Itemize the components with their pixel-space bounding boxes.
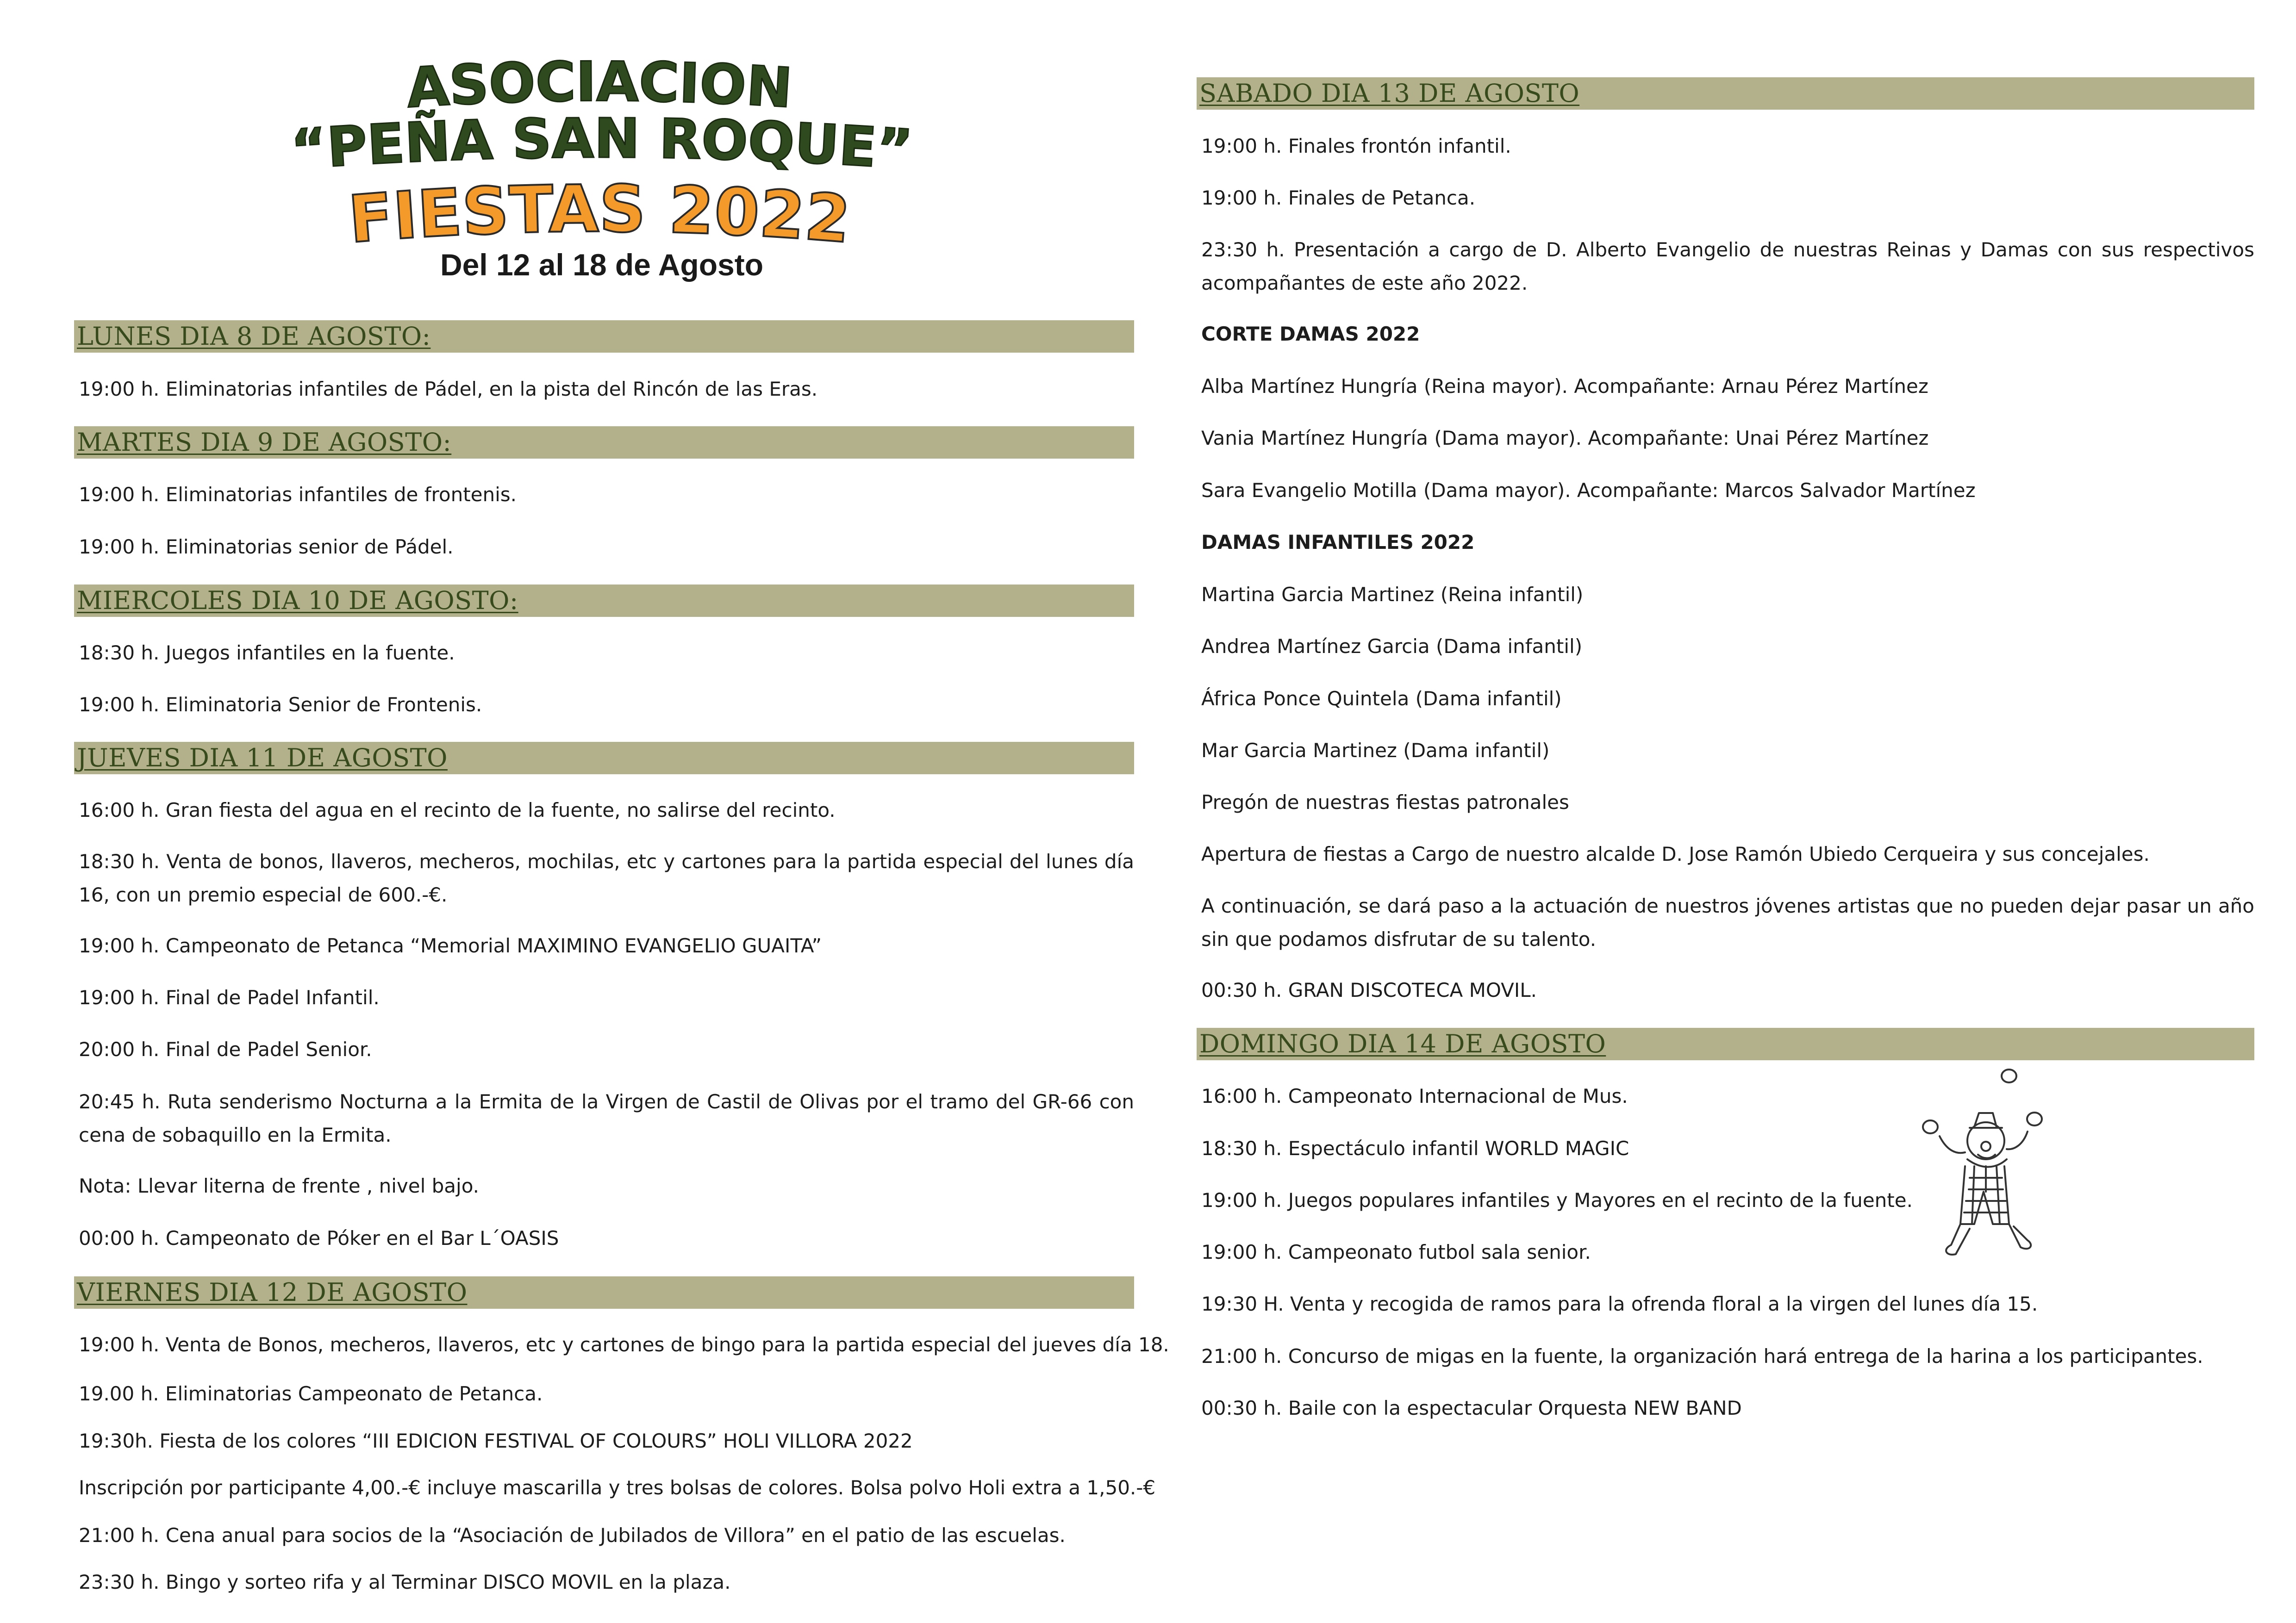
- event-line: 00:30 h. Baile con la espectacular Orquesta NEW BAND: [1201, 1397, 1742, 1419]
- event-line: 19:30 H. Venta y recogida de ramos para la ofrenda floral a la virgen del lunes día 15.: [1201, 1293, 2038, 1315]
- date-range: Del 12 al 18 de Agosto: [440, 248, 764, 282]
- event-line: 19:00 h. Campeonato de Petanca “Memorial MAXIMINO EVANGELIO GUAITA”: [79, 934, 822, 957]
- corte-member: Alba Martínez Hungría (Reina mayor). Acompañante: Arnau Pérez Martínez: [1201, 375, 1928, 398]
- corte-damas-title: CORTE DAMAS 2022: [1201, 323, 1420, 345]
- event-line: 16:00 h. Campeonato Internacional de Mus.: [1201, 1085, 1628, 1107]
- event-line: 19:00 h. Eliminatorias infantiles de Pádel, en la pista del Rincón de las Eras.: [79, 378, 818, 400]
- event-line: Pregón de nuestras fiestas patronales: [1201, 791, 1569, 814]
- event-line: 18:30 h. Juegos infantiles en la fuente.: [79, 641, 455, 664]
- event-line: 18:30 h. Venta de bonos, llaveros, mecheros, mochilas, etc y cartones para la partida especial del lunes día 16, con un premio especial de 600.-€.: [79, 850, 1134, 906]
- fiestas-title: FIESTAS 2022: [346, 171, 853, 258]
- day-header-martes: MARTES DIA 9 DE AGOSTO:: [74, 426, 1134, 459]
- event-line: 16:00 h. Gran fiesta del agua en el recinto de la fuente, no salirse del recinto.: [79, 799, 836, 821]
- day-header-sabado: SABADO DIA 13 DE AGOSTO: [1197, 77, 2254, 110]
- event-line: Nota: Llevar literna de frente , nivel bajo.: [79, 1175, 479, 1197]
- event-line: 19:00 h. Eliminatoria Senior de Frontenis.: [79, 693, 482, 716]
- event-line: 19:00 h. Finales frontón infantil.: [1201, 135, 1511, 157]
- damas-infantiles-title: DAMAS INFANTILES 2022: [1201, 531, 1475, 553]
- association-title: ASOCIACION: [405, 50, 794, 120]
- event-line: 19:00 h. Finales de Petanca.: [1201, 187, 1476, 209]
- event-line: 21:00 h. Cena anual para socios de la “Asociación de Jubilados de Villora” en el patio de las escuelas.: [79, 1524, 1066, 1547]
- event-line: Inscripción por participante 4,00.-€ incluye mascarilla y tres bolsas de colores. Bolsa polvo Holi extra a 1,50.-€: [79, 1476, 1156, 1499]
- event-line: 20:45 h. Ruta senderismo Nocturna a la Ermita de la Virgen de Castil de Olivas por el tramo del GR-66 con cena de sobaquillo en la Ermita.: [79, 1090, 1134, 1146]
- event-line: 23:30 h. Bingo y sorteo rifa y al Terminar DISCO MOVIL en la plaza.: [79, 1571, 731, 1593]
- association-name: “PEÑA SAN ROQUE”: [289, 106, 915, 182]
- day-header-domingo: DOMINGO DIA 14 DE AGOSTO: [1197, 1028, 2254, 1060]
- juggling-clown-icon: [1914, 1067, 2062, 1266]
- infantil-member: Martina Garcia Martinez (Reina infantil): [1201, 583, 1584, 606]
- event-line: Apertura de fiestas a Cargo de nuestro alcalde D. Jose Ramón Ubiedo Cerqueira y sus concejales.: [1201, 843, 2150, 865]
- event-line: 19:00 h. Eliminatorias infantiles de frontenis.: [79, 483, 517, 506]
- event-line: 19:00 h. Venta de Bonos, mecheros, llaveros, etc y cartones de bingo para la partida especial del jueves día 18.: [79, 1333, 1169, 1356]
- event-line: 18:30 h. Espectáculo infantil WORLD MAGIC: [1201, 1137, 1629, 1160]
- event-line: 19.00 h. Eliminatorias Campeonato de Petanca.: [79, 1382, 543, 1405]
- infantil-member: Andrea Martínez Garcia (Dama infantil): [1201, 635, 1583, 658]
- event-line: 19:00 h. Campeonato futbol sala senior.: [1201, 1241, 1591, 1263]
- event-line: 19:00 h. Juegos populares infantiles y Mayores en el recinto de la fuente.: [1201, 1189, 1913, 1212]
- event-line: 23:30 h. Presentación a cargo de D. Alberto Evangelio de nuestras Reinas y Damas con sus respectivos acompañantes de este año 2022.: [1201, 238, 2254, 294]
- masthead: [74, 44, 1125, 303]
- event-line: 19:30h. Fiesta de los colores “III EDICION FESTIVAL OF COLOURS” HOLI VILLORA 2022: [79, 1430, 913, 1452]
- infantil-member: África Ponce Quintela (Dama infantil): [1201, 687, 1562, 710]
- event-line: 19:00 h. Eliminatorias senior de Pádel.: [79, 535, 454, 558]
- event-line: 19:00 h. Final de Padel Infantil.: [79, 986, 380, 1009]
- day-header-miercoles: MIERCOLES DIA 10 DE AGOSTO:: [74, 585, 1134, 617]
- event-line: 00:00 h. Campeonato de Póker en el Bar L´OASIS: [79, 1227, 559, 1250]
- event-line: 21:00 h. Concurso de migas en la fuente, la organización hará entrega de la harina a los participantes.: [1201, 1345, 2203, 1368]
- day-header-jueves: JUEVES DIA 11 DE AGOSTO: [74, 742, 1134, 774]
- corte-member: Sara Evangelio Motilla (Dama mayor). Acompañante: Marcos Salvador Martínez: [1201, 479, 1976, 502]
- event-line: A continuación, se dará paso a la actuación de nuestros jóvenes artistas que no pueden dejar pasar un año sin que podamos disfrutar de su talento.: [1201, 895, 2254, 951]
- day-header-viernes: VIERNES DIA 12 DE AGOSTO: [74, 1276, 1134, 1309]
- corte-member: Vania Martínez Hungría (Dama mayor). Acompañante: Unai Pérez Martínez: [1201, 427, 1929, 449]
- event-line: 00:30 h. GRAN DISCOTECA MOVIL.: [1201, 979, 1537, 1001]
- infantil-member: Mar Garcia Martinez (Dama infantil): [1201, 739, 1550, 762]
- day-header-lunes: LUNES DIA 8 DE AGOSTO:: [74, 320, 1134, 353]
- event-line: 20:00 h. Final de Padel Senior.: [79, 1038, 372, 1061]
